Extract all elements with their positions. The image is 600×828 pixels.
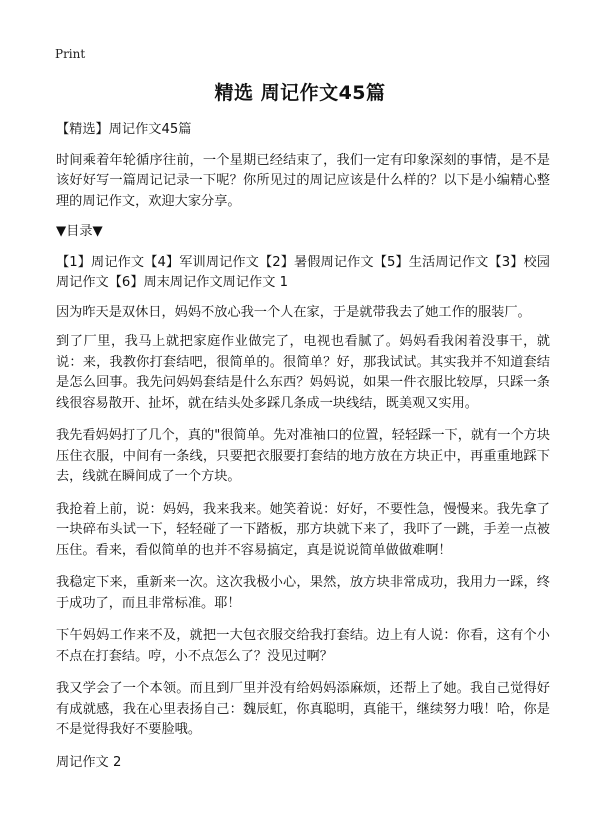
paragraph-4: 我抢着上前，说：妈妈，我来我来。她笑着说：好好，不要性急，慢慢来。我先拿了一块碎布头试一下，轻轻碰了一下踏板，那方块就下来了，我吓了一跳，手差一点被压住。看来，看似简单的也并不容易搞定，真是说说简单做做难啊！ <box>56 501 550 558</box>
paragraph-5: 我稳定下来，重新来一次。这次我极小心，果然，放方块非常成功，我用力一踩，终于成功了，而且非常标准。耶！ <box>56 575 550 611</box>
toc-links[interactable]: 【1】周记作文【4】军训周记作文【2】暑假周记作文【5】生活周记作文【3】校园周记作文【6】周末周记作文周记作文 1 <box>56 254 550 290</box>
paragraph-3: 我先看妈妈打了几个，真的"很简单。先对准袖口的位置，轻轻踩一下，就有一个方块压住衣服，中间有一条线，只要把衣服要打套结的地方放在方块正中，再重重地踩下去，线就在瞬间成了一个方块。 <box>56 428 550 484</box>
paragraph-6: 下午妈妈工作来不及，就把一大包衣服交给我打套结。边上有人说：你看，这有个小不点在打套结。哼，小不点怎么了？没见过啊？ <box>56 628 550 664</box>
paragraph-2: 到了厂里，我马上就把家庭作业做完了，电视也看腻了。妈妈看我闲着没事干，就说：来，我教你打套结吧，很简单的。很简单？好，那我试试。其实我并不知道套结是怎么回事。我先问妈妈套结是什么东西？妈妈说，如果一件衣服比较厚，只踩一条线很容易散开、扯坏，就在结头处多踩几条成一块线结，既美观又实用。 <box>56 334 550 411</box>
print-label: Print <box>55 47 86 61</box>
article-body <box>56 120 550 785</box>
article-subtitle: 【精选】周记作文45篇 <box>56 122 192 137</box>
toc-heading: ▼目录▼ <box>56 224 103 239</box>
intro-paragraph: 时间乘着年轮循序往前，一个星期已经结束了，我们一定有印象深刻的事情，是不是该好好写一篇周记记录一下呢？你所见过的周记应该是什么样的？以下是小编精心整理的周记作文，欢迎大家分享。 <box>56 152 550 209</box>
page-title: 精选 周记作文45篇 <box>214 82 386 104</box>
next-section-heading: 周记作文 2 <box>56 754 122 770</box>
paragraph-7: 我又学会了一个本领。而且到厂里并没有给妈妈添麻烦，还帮上了她。我自己觉得好有成就感，我在心里表扬自己：魏辰虹，你真聪明，真能干，继续努力哦！哈，你是不是觉得我好不要脸哦。 <box>56 681 550 737</box>
paragraph-1: 因为昨天是双休日，妈妈不放心我一个人在家，于是就带我去了她工作的服装厂。 <box>56 304 531 320</box>
